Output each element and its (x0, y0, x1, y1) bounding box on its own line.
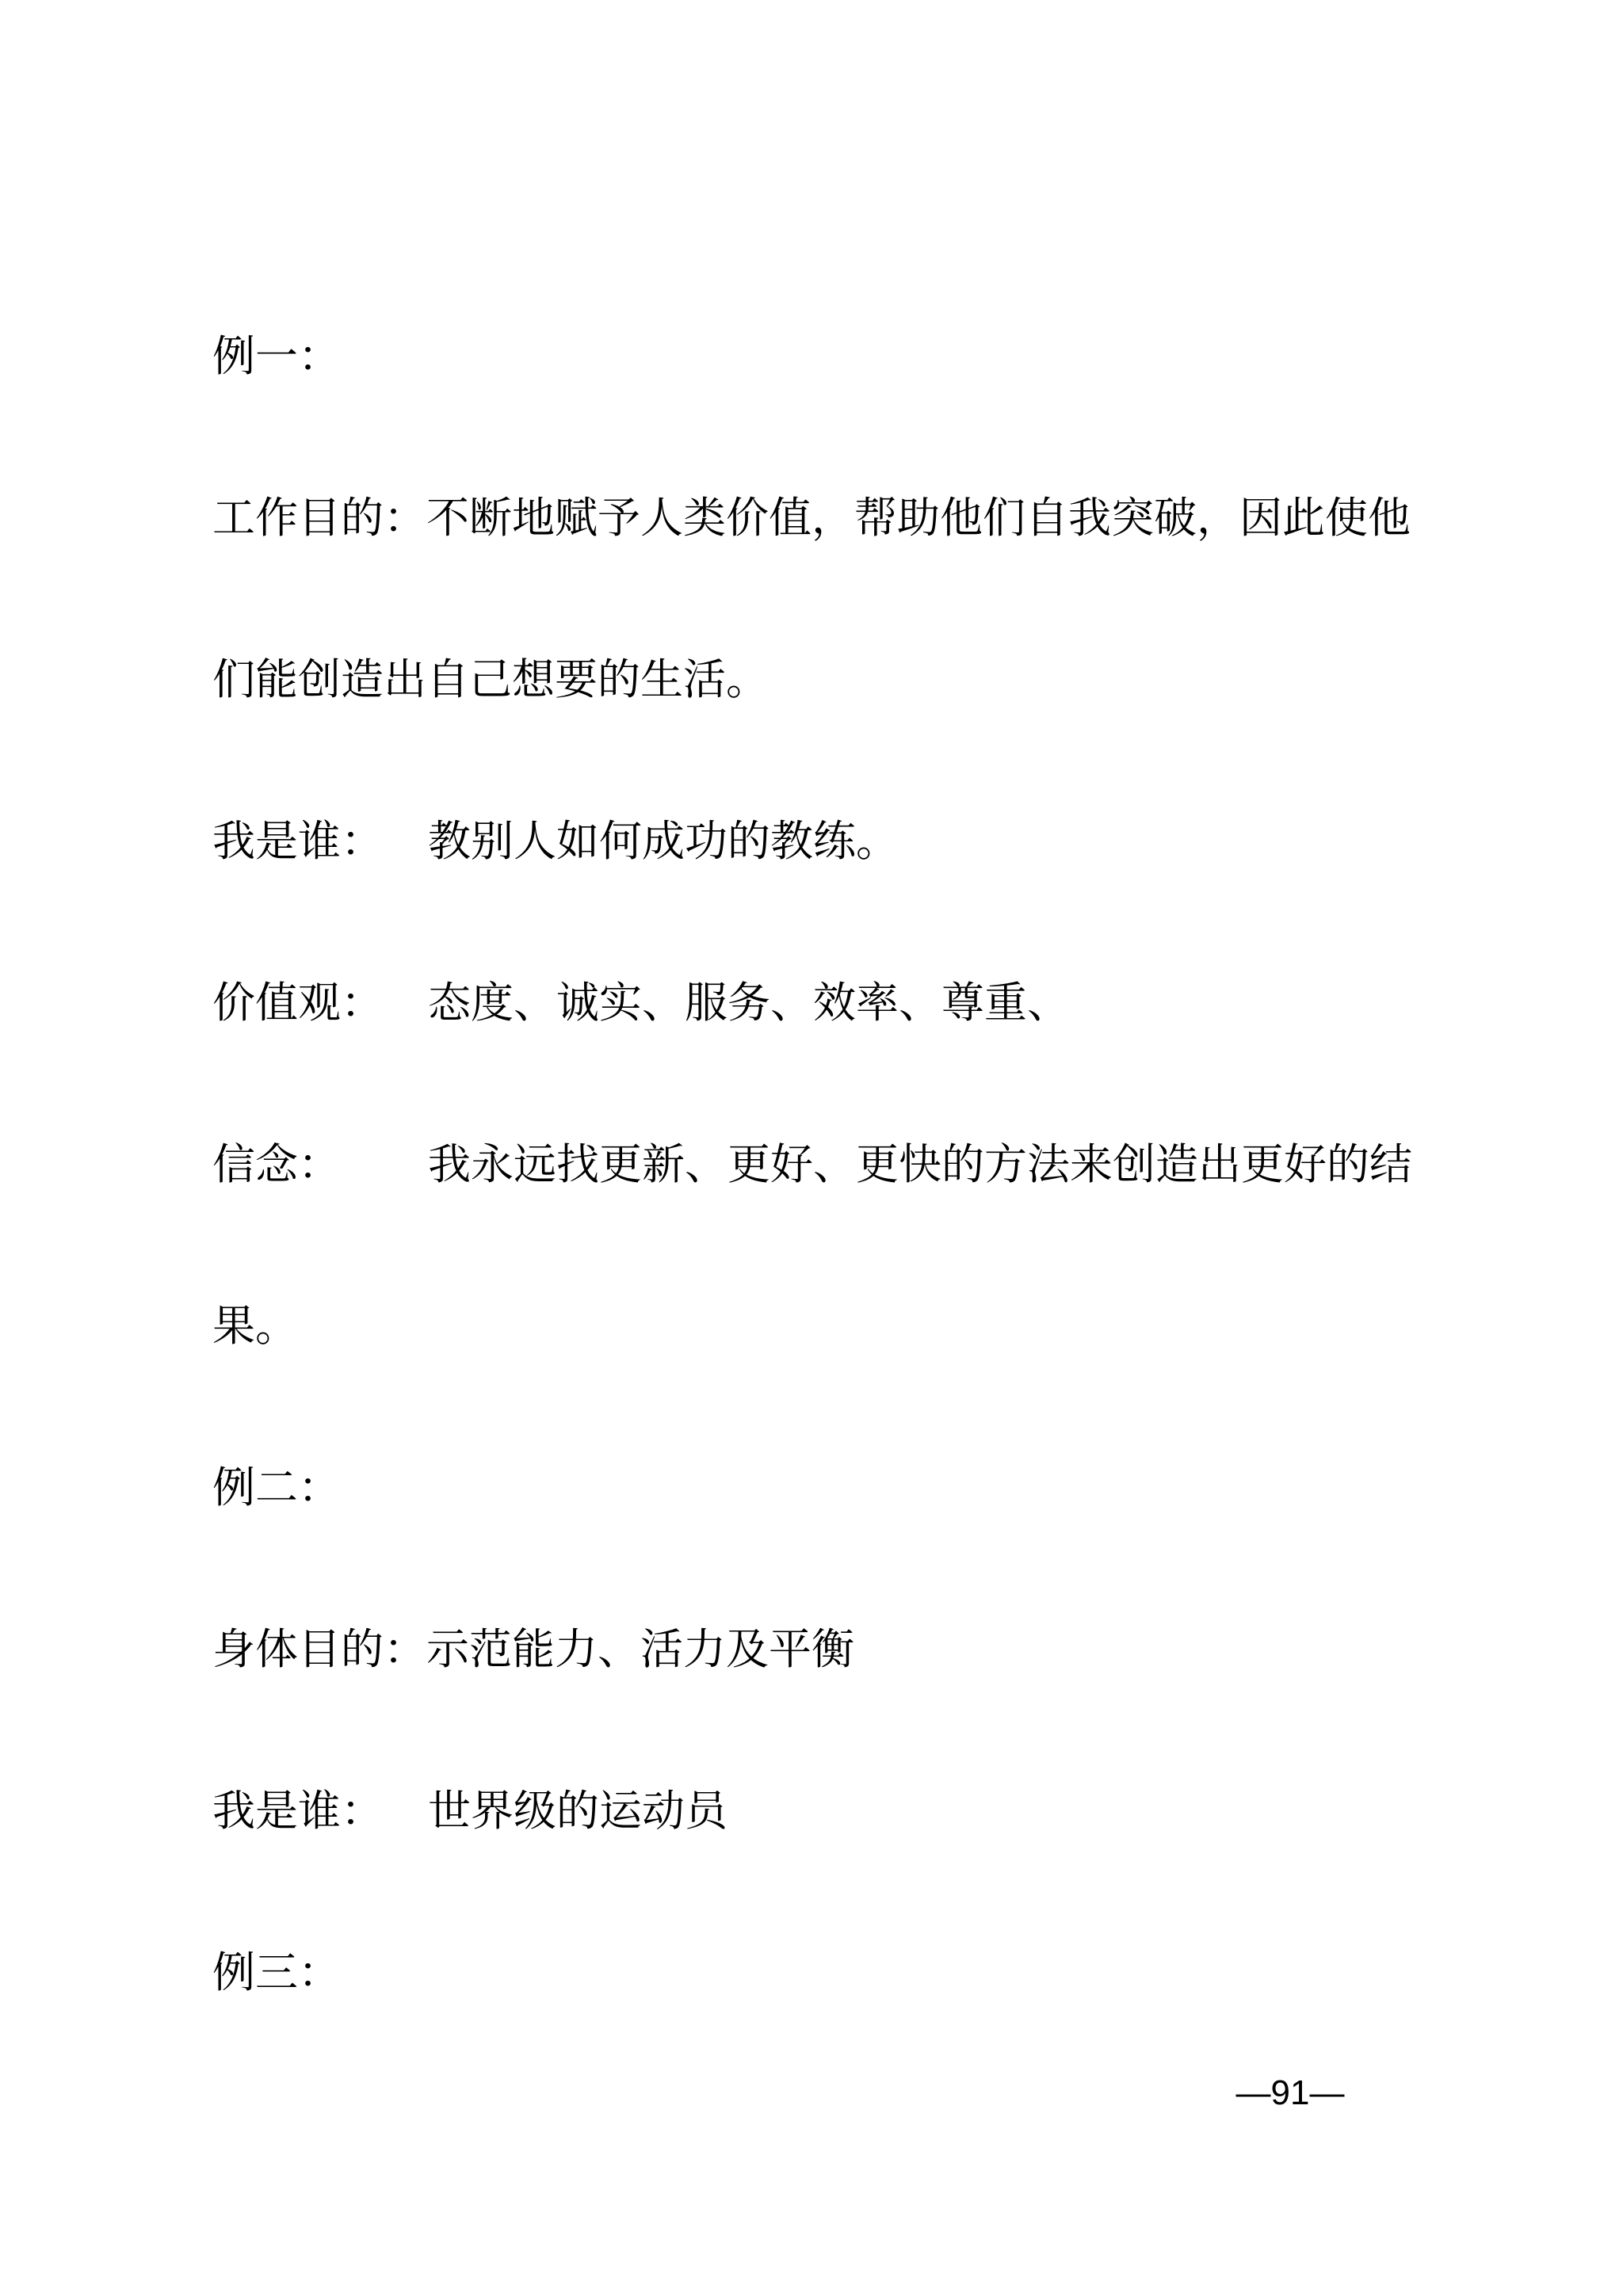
work-purpose-line (212, 486, 1411, 550)
example-2-heading (212, 1456, 341, 1520)
page-number: —91— (1235, 2073, 1345, 2112)
belief-value: 我永远找更新、更好、更快的方法来创造出更好的结 (428, 1139, 1412, 1189)
who-am-i-value-1: 教别人如何成功的教练。 (428, 816, 899, 866)
belief-line (212, 1133, 1412, 1196)
example-2-label: 例二： (212, 1463, 341, 1512)
who-am-i-label-1: 我是谁： (212, 816, 384, 866)
values-label: 价值观： (212, 978, 384, 1028)
body-purpose-label: 身体目的： (212, 1624, 426, 1674)
work-purpose-continuation (212, 648, 769, 711)
belief-label: 信念： (212, 1139, 341, 1189)
example-3-heading (212, 1941, 341, 2004)
work-purpose-label: 工作目的： (212, 493, 426, 543)
values-value: 态度、诚实、服务、效率、尊重、 (428, 978, 1070, 1028)
belief-continuation (212, 1295, 298, 1358)
work-purpose-value: 不断地赋予人类价值，帮助他们自我突破，因此使他 (426, 493, 1411, 543)
values-line (212, 971, 1070, 1035)
example-3-label: 例三： (212, 1947, 341, 1997)
example-1-label: 例一： (212, 331, 341, 381)
who-am-i-line-1 (212, 810, 899, 873)
who-am-i-value-2: 世界级的运动员 (428, 1786, 727, 1836)
body-purpose-value: 示范能力、活力及平衡 (426, 1624, 854, 1674)
belief-continuation-text: 果。 (212, 1301, 298, 1351)
example-1-heading (212, 325, 341, 388)
body-purpose-line (212, 1618, 854, 1681)
who-am-i-label-2: 我是谁： (212, 1786, 384, 1836)
who-am-i-line-2 (212, 1779, 727, 1843)
work-purpose-continuation-text: 们能创造出自己想要的生活。 (212, 654, 769, 704)
